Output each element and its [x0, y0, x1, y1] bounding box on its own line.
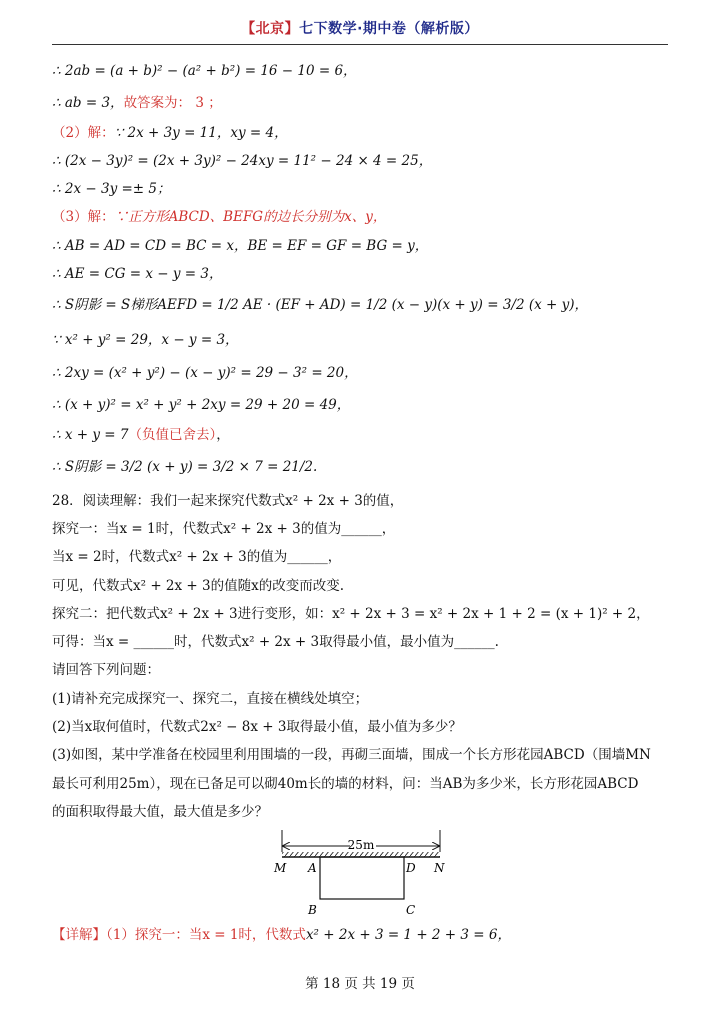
header-bracket-open: 【: [241, 21, 256, 37]
sub-question: (1)请补充完成探究一、探究二，直接在横线处填空；: [52, 691, 369, 707]
point-d-label: D: [406, 861, 416, 875]
point-m-label: M: [274, 861, 287, 875]
sub-question: (3)如图，某中学准备在校园里利用围墙的一段，再砌三面墙，围成一个长方形花园ABCD（围墙MN: [52, 747, 651, 763]
solution-line: ∴ (2x − 3y)² = (2x + 3y)² − 24xy = 11² − 24 × 4 = 25，: [52, 153, 433, 169]
solution-line: ∴ 2xy = (x² + y²) − (x − y)² = 29 − 3² = 20，: [52, 365, 358, 381]
point-c-label: C: [406, 903, 416, 917]
solution-line: ∴ 2ab = (a + b)² − (a² + b²) = 16 − 10 = 6，: [52, 63, 357, 79]
solution-line: （3）解：∵正方形ABCD、BEFG的边长分别为x、y，: [52, 209, 387, 225]
page-footer: 第 18 页 共 19 页: [305, 976, 415, 992]
sub-question: (2)当x取何值时，代数式2x² − 8x + 3取得最小值，最小值为多少？: [52, 719, 462, 735]
page-header: [0, 18, 720, 38]
header-region: 北京: [255, 21, 285, 37]
question-text: 当x = 2时，代数式x² + 2x + 3的值为______，: [52, 549, 342, 565]
question-text: 请回答下列问题：: [52, 662, 160, 678]
answer-line: 【详解】（1）探究一：当x = 1时，代数式x² + 2x + 3 = 1 + 2 + 3 = 6，: [52, 927, 511, 943]
solution-line: ∴ (x + y)² = x² + y² + 2xy = 29 + 20 = 49，: [52, 397, 351, 413]
wall-hatch: [282, 852, 440, 857]
solution-line: ∴ 2x − 3y =± 5；: [52, 181, 171, 197]
garden-wall-figure: [270, 826, 450, 920]
point-n-label: N: [434, 861, 445, 875]
dimension-label: 25m: [347, 838, 375, 852]
solution-line: ∴ S阴影 = 3/2 (x + y) = 3/2 × 7 = 21/2.: [52, 459, 318, 475]
solution-line: （2）解：∵ 2x + 3y = 11，xy = 4，: [52, 125, 288, 141]
question-28-title: 28．阅读理解：我们一起来探究代数式x² + 2x + 3的值，: [52, 493, 404, 509]
sub-question: 的面积取得最大值，最大值是多少？: [52, 804, 268, 820]
solution-line: ∴ x + y = 7（负值已舍去），: [52, 427, 230, 443]
point-a-label: A: [308, 861, 317, 875]
solution-line: ∵ x² + y² = 29，x − y = 3，: [52, 332, 239, 348]
solution-line: ∴ AB = AD = CD = BC = x，BE = EF = GF = BG = y，: [52, 238, 429, 254]
solution-line: ∴ AE = CG = x − y = 3，: [52, 266, 223, 282]
question-text: 探究二：把代数式x² + 2x + 3进行变形，如：x² + 2x + 3 = x² + 2x + 1 + 2 = (x + 1)² + 2，: [52, 606, 650, 622]
header-bracket-close: 】: [284, 21, 300, 37]
garden-rect-abcd: [320, 857, 404, 899]
sub-question: 最长可利用25m），现在已备足可以砌40m长的墙的材料，问：当AB为多少米，长方形花园ABCD: [52, 776, 639, 792]
question-text: 可得：当x = ______时，代数式x² + 2x + 3取得最小值，最小值为______.: [52, 634, 499, 650]
header-title: 七下数学·期中卷（解析版）: [299, 21, 479, 37]
header-divider: [52, 44, 668, 45]
question-text: 探究一：当x = 1时，代数式x² + 2x + 3的值为______，: [52, 521, 396, 537]
solution-line: ∴ ab = 3，故答案为： 3 ；: [52, 95, 222, 111]
question-text: 可见，代数式x² + 2x + 3的值随x的改变而改变.: [52, 578, 345, 594]
solution-line: ∴ S阴影 = S梯形AEFD = 1/2 AE · (EF + AD) = 1/2 (x − y)(x + y) = 3/2 (x + y)，: [52, 297, 589, 313]
point-b-label: B: [308, 903, 317, 917]
